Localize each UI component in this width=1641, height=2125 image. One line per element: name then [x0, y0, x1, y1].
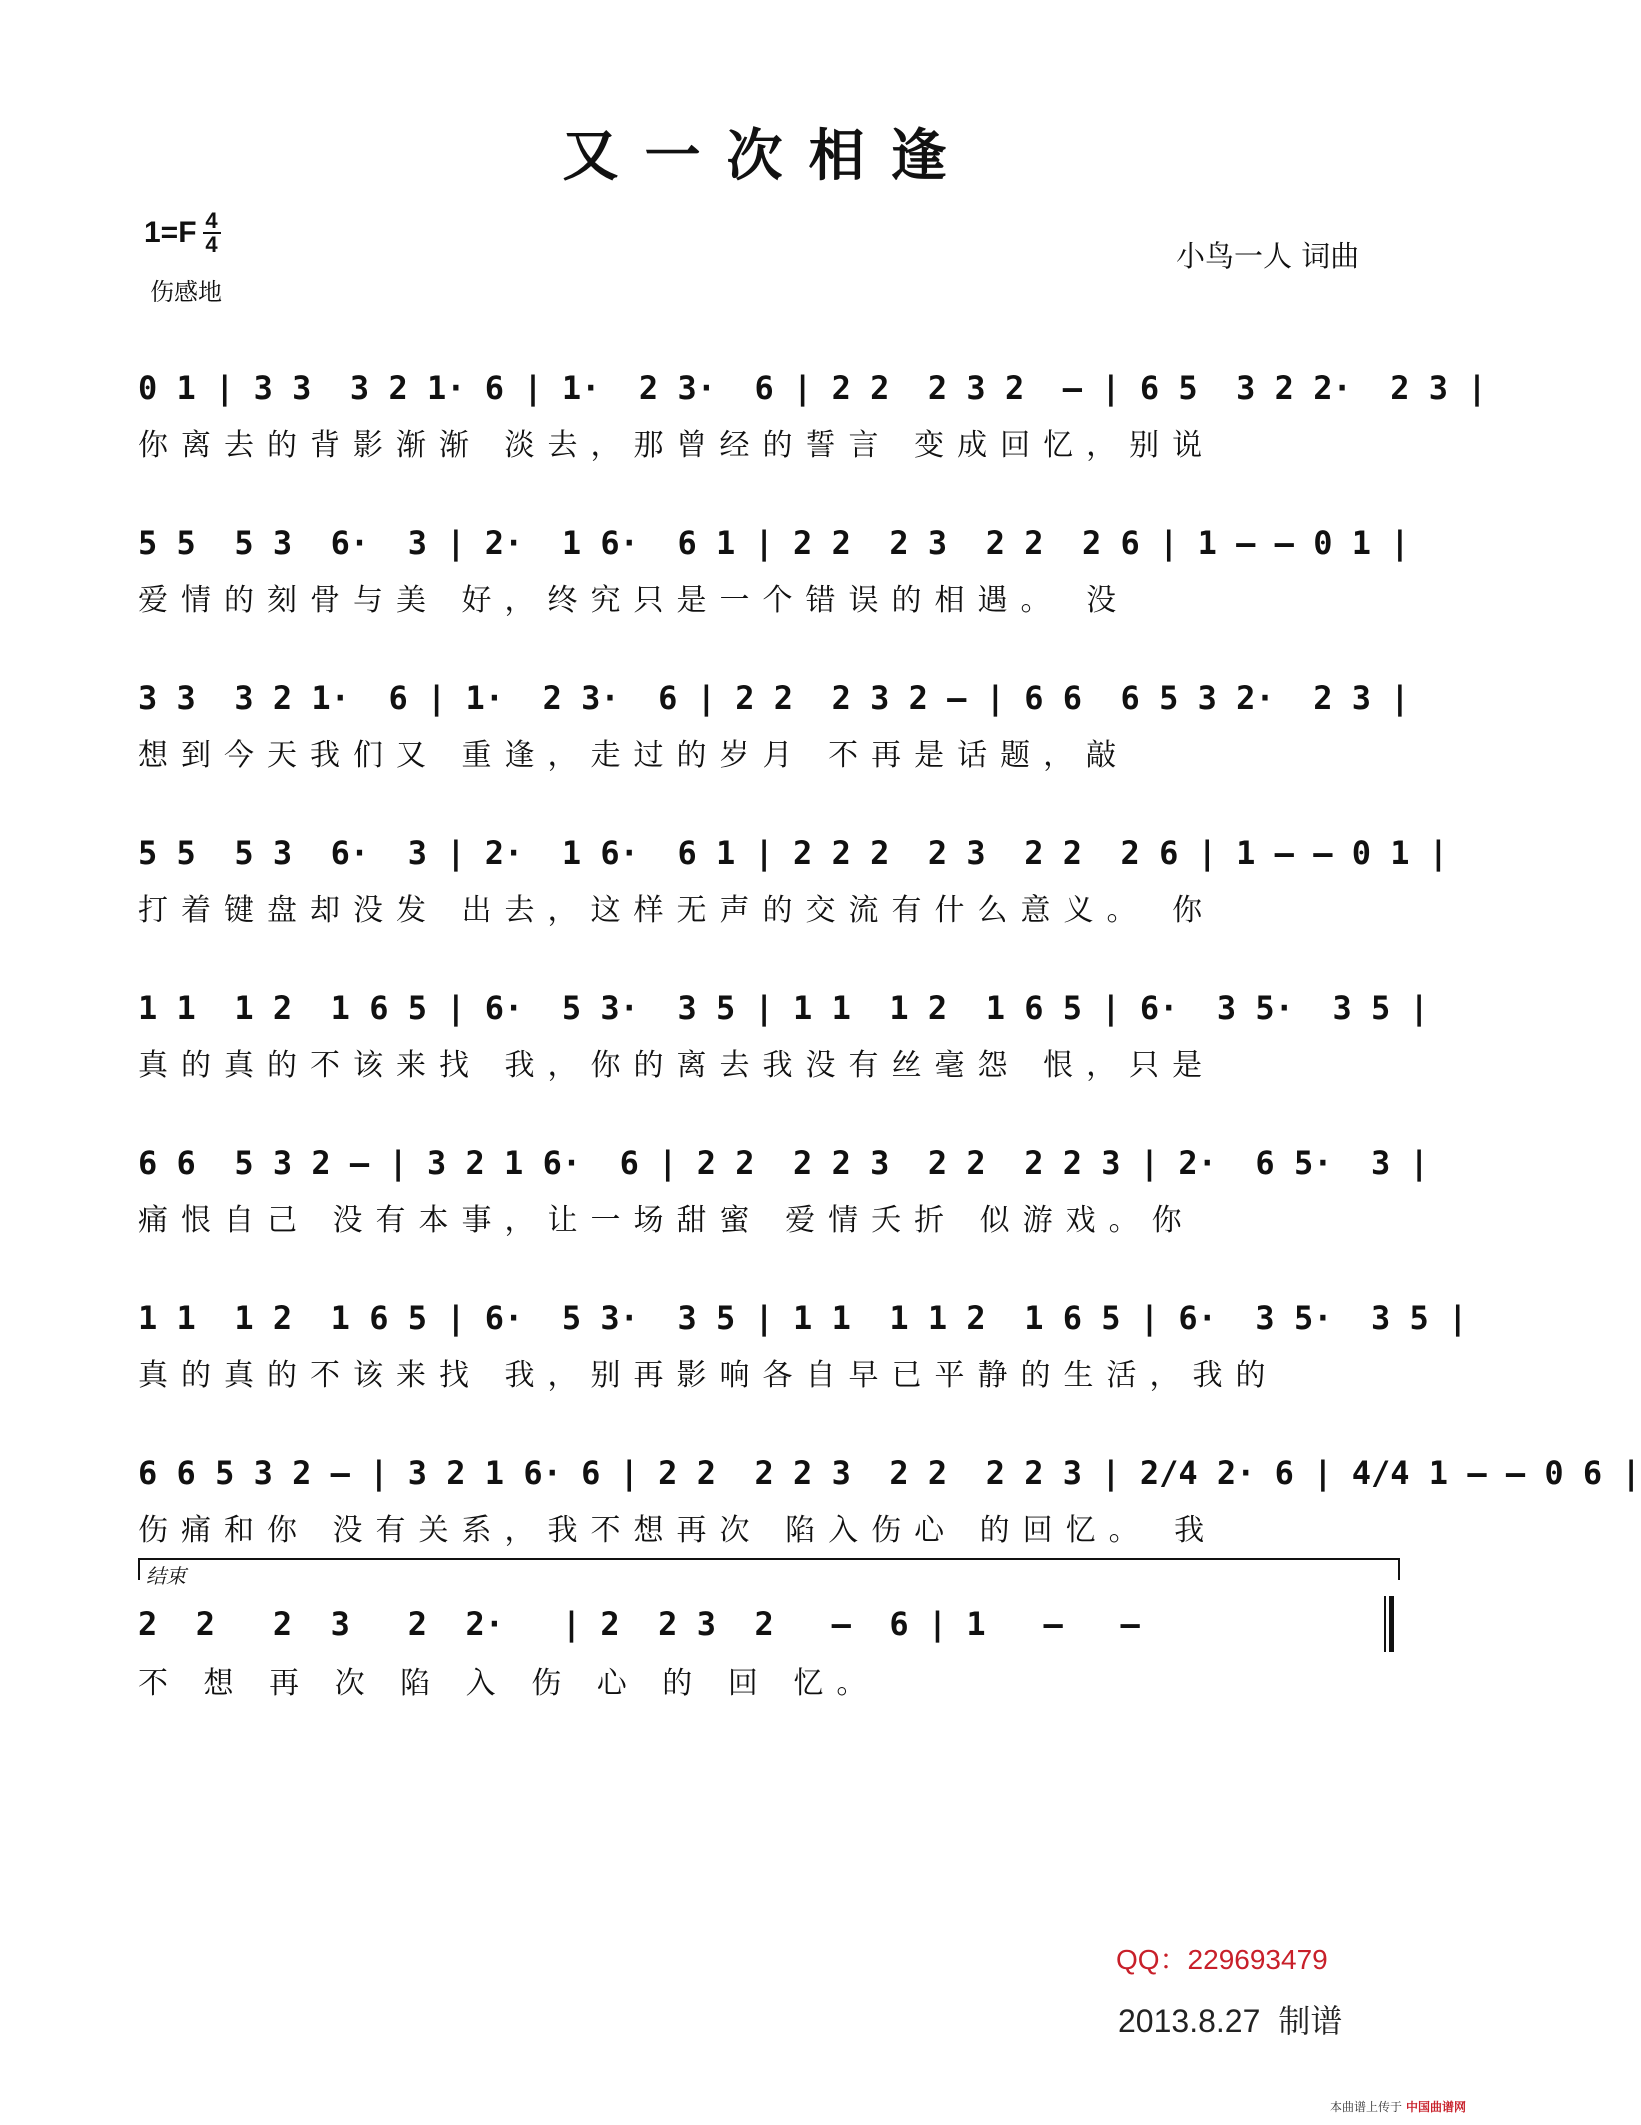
lyrics-line-6: 痛恨自己 没有本事，让一场甜蜜 爱情夭折 似游戏。你 [138, 1203, 1195, 1238]
made-label: 制谱 [1278, 2003, 1343, 2039]
lyrics-line-2: 爱情的刻骨与美 好，终究只是一个错误的相遇。 没 [138, 583, 1130, 618]
lyrics-line-3: 想到今天我们又 重逢，走过的岁月 不再是话题，敲 [138, 738, 1130, 773]
ending-label: 结束 [146, 1564, 186, 1588]
lyrics-line-5: 真的真的不该来找 我，你的离去我没有丝毫怨 恨，只是 [138, 1048, 1216, 1083]
upload-note: 本曲谱上传于 [1330, 2100, 1403, 2114]
notation-line-5: 1 1 1 2 1 6 5 | 6· 5 3· 3 5 | 1 1 1 2 1 6 5 | 6· 3 5· 3 5 | [138, 989, 1429, 1027]
tempo-marking: 伤感地 [150, 278, 222, 306]
lyrics-line-8: 伤痛和你 没有关系，我不想再次 陷入伤心 的回忆。 我 [138, 1513, 1218, 1548]
final-barline [1384, 1596, 1394, 1652]
time-signature [203, 210, 221, 256]
key-signature [144, 210, 221, 256]
notation-line-8: 6 6 5 3 2 – | 3 2 1 6· 6 | 2 2 2 2 3 2 2 2 2 3 | 2/4 2· 6 | 4/4 1 – – 0 6 | [138, 1454, 1641, 1492]
time-signature-top: 4 [205, 208, 218, 233]
lyrics-line-1: 你离去的背影渐渐 淡去，那曾经的誓言 变成回忆，别说 [138, 428, 1216, 463]
notation-line-7: 1 1 1 2 1 6 5 | 6· 5 3· 3 5 | 1 1 1 1 2 1 6 5 | 6· 3 5· 3 5 | [138, 1299, 1468, 1337]
made-date [1118, 1996, 1342, 2042]
lyrics-line-7: 真的真的不该来找 我，别再影响各自早已平静的生活，我的 [138, 1358, 1279, 1393]
notation-line-3: 3 3 3 2 1· 6 | 1· 2 3· 6 | 2 2 2 3 2 – | 6 6 6 5 3 2· 2 3 | [138, 679, 1410, 717]
song-title: 又一次相逢 [562, 123, 973, 189]
notation-line-1: 0 1 | 3 3 3 2 1· 6 | 1· 2 3· 6 | 2 2 2 3 2 – | 6 5 3 2 2· 2 3 | [138, 369, 1487, 407]
qq-contact: QQ：229693479 [1116, 1944, 1328, 1975]
site-logo[interactable]: 中国曲谱网 [1406, 2100, 1467, 2114]
key-label: 1=F [144, 216, 197, 249]
notation-line-6: 6 6 5 3 2 – | 3 2 1 6· 6 | 2 2 2 2 3 2 2 2 2 3 | 2· 6 5· 3 | [138, 1144, 1429, 1182]
lyrics-line-9: 不 想 再 次 陷 入 伤 心 的 回 忆。 [138, 1666, 880, 1701]
notation-line-2: 5 5 5 3 6· 3 | 2· 1 6· 6 1 | 2 2 2 3 2 2 2 6 | 1 – – 0 1 | [138, 524, 1410, 562]
ending-bracket [138, 1558, 1400, 1588]
upload-footer [1330, 2098, 1466, 2115]
date-text: 2013.8.27 [1118, 2003, 1261, 2039]
time-signature-bottom: 4 [205, 232, 218, 257]
composer-credit: 小鸟一人 词曲 [1176, 239, 1360, 273]
lyrics-line-4: 打着键盘却没发 出去，这样无声的交流有什么意义。 你 [138, 893, 1216, 928]
notation-line-9: 2 2 2 3 2 2· | 2 2 3 2 – 6 | 1 – – [138, 1605, 1140, 1643]
notation-line-4: 5 5 5 3 6· 3 | 2· 1 6· 6 1 | 2 2 2 2 3 2 2 2 6 | 1 – – 0 1 | [138, 834, 1449, 872]
